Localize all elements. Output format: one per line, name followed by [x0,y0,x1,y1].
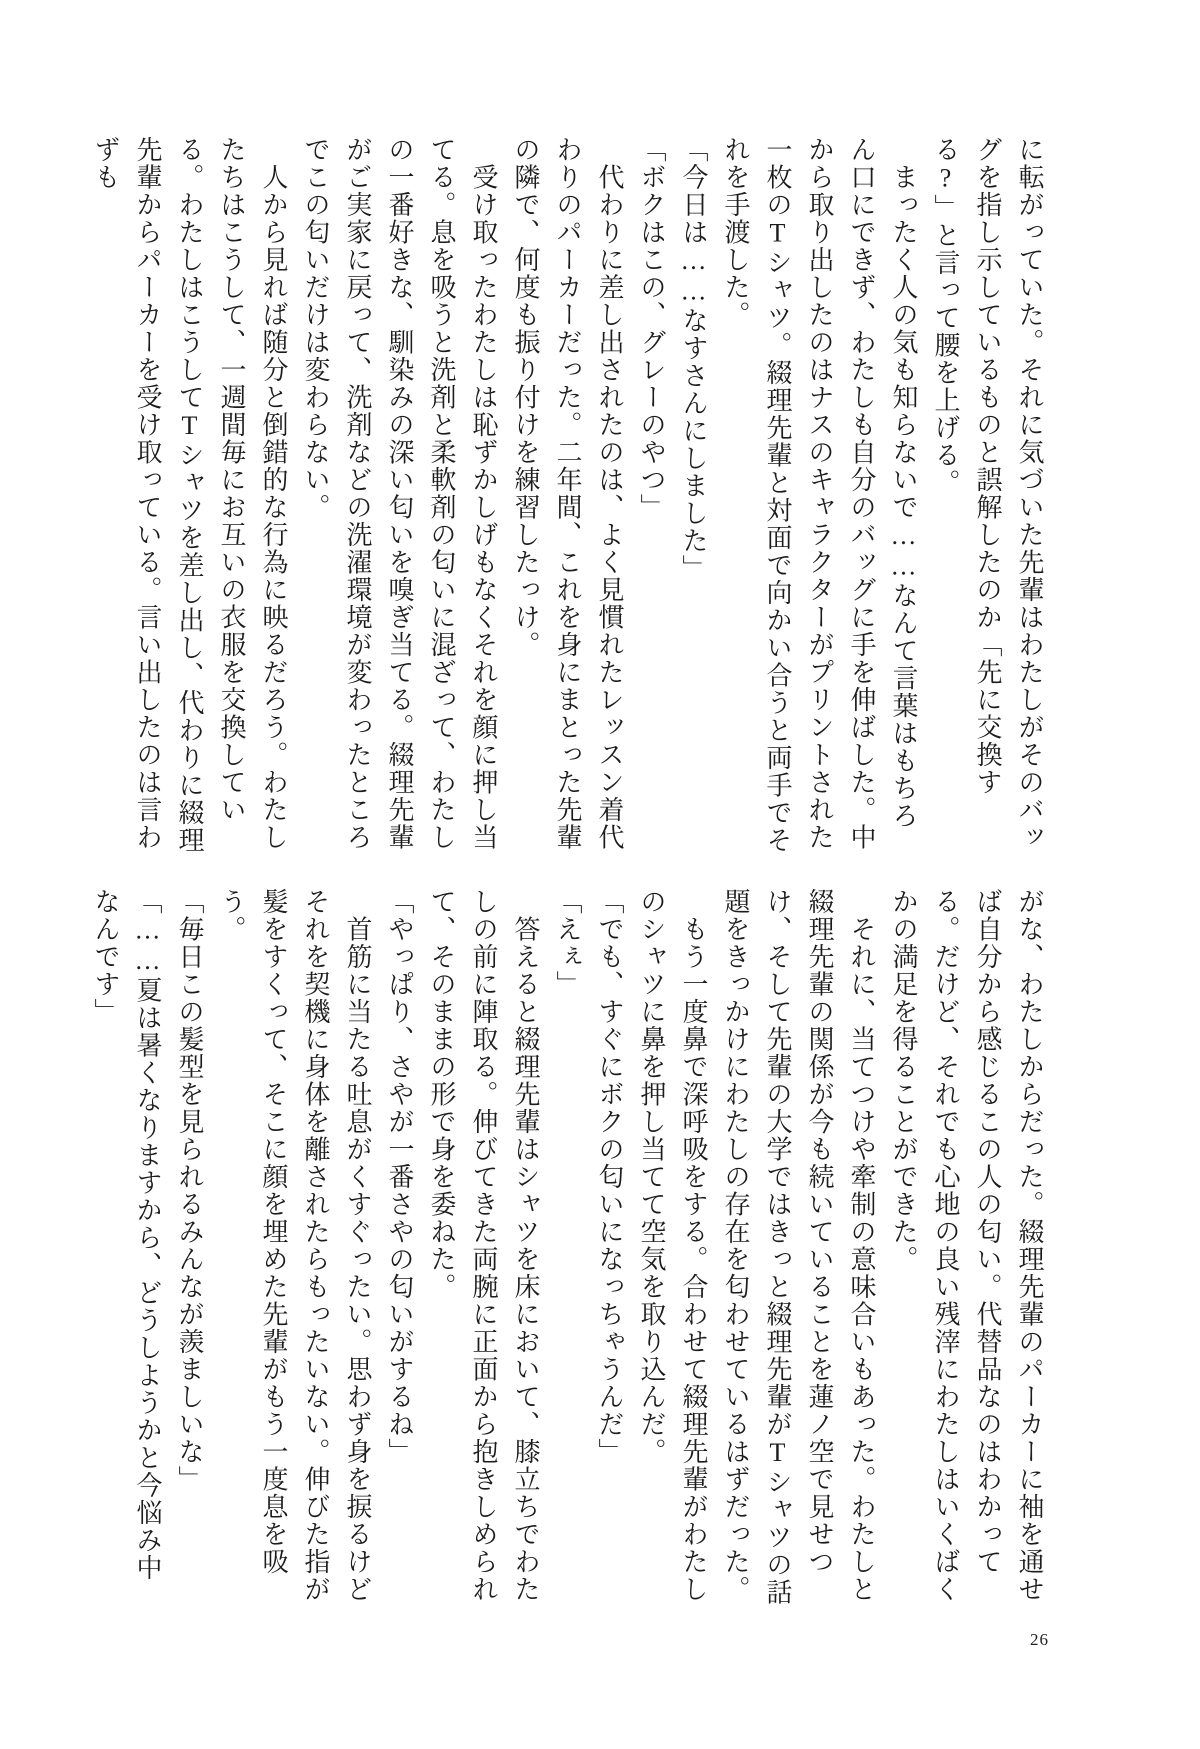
paragraph: がな、わたしからだった。綴理先輩のパーカーに袖を通せば自分から感じるこの人の匂い。代替品なのはわかってる。だけど、それでも心地の良い残滓にわたしはいくばくかの満足を得ることができた。 [889,888,1044,1603]
upper-text-block [84,136,1050,854]
paragraph: 「えぇ」 [553,888,582,998]
paragraph: 「……夏は暑くなりますから、どうしようかと今悩み中なんです」 [91,888,162,1582]
paragraph: まったく人の気も知らないで……なんて言葉はもちろん口にできず、わたしも自分のバッグに手を伸ばした。中から取り出したのはナスのキャラクターがプリントされた一枚のTシャツ。綴理先輩と対面で向かい合うと両手でそれを手渡した。 [721,136,918,854]
paragraph: 代わりに差し出されたのは、よく見慣れたレッスン着代わりのパーカーだった。二年間、これを身にまとった先輩の隣で、何度も振り付けを練習したっけ。 [511,136,624,851]
paragraph: もう一度鼻で深呼吸をする。合わせて綴理先輩がわたしのシャツに鼻を押し当てて空気を取り込んだ。 [637,888,708,1603]
paragraph: 「今日は……なすさんにしました」 [679,136,708,582]
paragraph: 「やっぱり、さやが一番さやの匂いがするね」 [385,888,414,1466]
paragraph: 「でも、すぐにボクの匂いになっちゃうんだ」 [595,888,624,1466]
lower-text-block [84,888,1050,1606]
paragraph: 「毎日この髪型を見られるみんなが羨ましいな」 [175,888,204,1493]
paragraph: 「ボクはこの、グレーのやつ」 [637,136,666,521]
paragraph: に転がっていた。それに気づいた先輩はわたしがそのバッグを指し示しているものと誤解したのか「先に交換する?」と言って腰を上げる。 [931,136,1044,851]
paragraph: 受け取ったわたしは恥ずかしげもなくそれを顔に押し当てる。息を吸うと洗剤と柔軟剤の匂いに混ざって、わたしの一番好きな、馴染みの深い匂いを嗅ぎ当てる。綴理先輩がご実家に戻って、洗剤などの洗濯環境が変わったところでこの匂いだけは変わらない。 [301,136,498,851]
page-number: 26 [1030,1630,1049,1649]
paragraph: 人から見れば随分と倒錯的な行為に映るだろう。わたしたちはこうして、一週間毎にお互いの衣服を交換している。わたしはこうしてTシャツを差し出し、代わりに綴理先輩からパーカーを受け取っている。言い出したのは言わずも [91,136,288,854]
paragraph: 答えると綴理先輩はシャツを床において、膝立ちでわたしの前に陣取る。伸びてきた両腕に正面から抱きしめられて、そのままの形で身を委ねた。 [427,888,540,1603]
paragraph: それに、当てつけや牽制の意味合いもあった。わたしと綴理先輩の関係が今も続いていることを蓮ノ空で見せつけ、そして先輩の大学ではきっと綴理先輩がTシャツの話題をきっかけにわたしの存在を匂わせているはずだった。 [721,888,876,1606]
paragraph: 首筋に当たる吐息がくすぐったい。思わず身を捩るけどそれを契機に身体を離されたらもったいない。伸びた指が髪をすくって、そこに顔を埋めた先輩がもう一度息を吸う。 [217,888,372,1603]
